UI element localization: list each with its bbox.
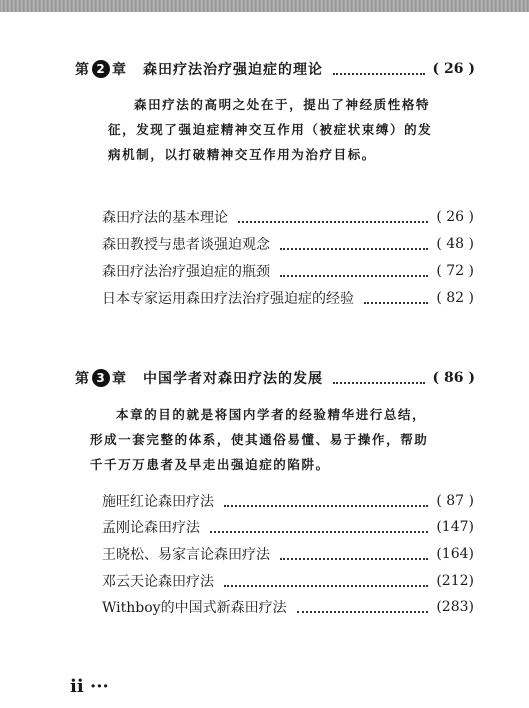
chapter-3-page: ( 86 ) (432, 370, 475, 386)
toc-entry-title: 王晓松、易家言论森田疗法 (102, 547, 270, 563)
dot-leader (364, 293, 428, 304)
toc-entry[interactable] (102, 571, 474, 591)
chapter-2-title: 森田疗法治疗强迫症的理论 (143, 62, 323, 78)
toc-entry-title: 森田疗法的基本理论 (102, 210, 228, 226)
toc-entry-page: (147) (436, 519, 474, 535)
chapter-2-summary: 森田疗法的高明之处在于，提出了神经质性格特征，发现了强迫症精神交互作用（被症状束缚）的发病机制，以打破精神交互作用为治疗目标。 (108, 97, 433, 162)
toc-entry[interactable] (102, 234, 474, 254)
toc-entry-page: (164) (436, 546, 474, 562)
toc-entry-title: 森田教授与患者谈强迫观念 (102, 237, 270, 253)
chapter-label-suffix: 章 (112, 371, 127, 387)
toc-entry[interactable] (102, 207, 474, 227)
page-number-marker: ii ··· (70, 676, 109, 697)
chapter-label-prefix: 第 (75, 371, 90, 387)
chapter-2-label (75, 59, 127, 79)
dot-leader (210, 522, 428, 533)
toc-entry[interactable] (102, 517, 474, 537)
dot-leader (238, 212, 428, 223)
chapter-3-heading[interactable] (75, 367, 475, 389)
toc-entry-title: 施旺红论森田疗法 (102, 494, 214, 510)
toc-entry-title: Withboy的中国式新森田疗法 (102, 600, 287, 616)
toc-entry[interactable] (102, 544, 474, 564)
toc-entry-page: ( 82 ) (436, 290, 474, 306)
chapter-2-page: ( 26 ) (432, 61, 475, 77)
chapter-number-badge: 3 (92, 369, 110, 387)
toc-entry-title: 邓云天论森田疗法 (102, 574, 214, 590)
dot-leader (224, 496, 428, 507)
toc-entry-page: ( 26 ) (436, 209, 474, 225)
toc-entry-page: ( 87 ) (436, 493, 474, 509)
dot-leader (280, 266, 428, 277)
toc-entry-page: ( 48 ) (436, 236, 474, 252)
dot-leader (280, 239, 428, 250)
chapter-3-title: 中国学者对森田疗法的发展 (143, 371, 323, 387)
toc-entry[interactable] (102, 261, 474, 281)
toc-entry[interactable] (102, 288, 474, 308)
toc-entry-title: 森田疗法治疗强迫症的瓶颈 (102, 264, 270, 280)
dot-leader (224, 576, 428, 587)
top-edge-band (0, 0, 529, 12)
dot-leader (297, 602, 429, 613)
chapter-label-prefix: 第 (75, 62, 90, 78)
toc-entry[interactable] (102, 597, 474, 617)
dot-leader (333, 64, 425, 75)
toc-entry-title: 孟刚论森田疗法 (102, 520, 200, 536)
toc-entry-title: 日本专家运用森田疗法治疗强迫症的经验 (102, 291, 354, 307)
toc-entry-page: ( 72 ) (436, 263, 474, 279)
toc-entry[interactable] (102, 491, 474, 511)
chapter-3-summary: 本章的目的就是将国内学者的经验精华进行总结，形成一套完整的体系，使其通俗易懂、易于操作，帮助千千万万患者及早走出强迫症的陷阱。 (90, 407, 429, 472)
chapter-label-suffix: 章 (112, 62, 127, 78)
chapter-3-label (75, 368, 127, 388)
chapter-2-heading[interactable] (75, 58, 475, 80)
toc-entry-page: (283) (436, 599, 474, 615)
dot-leader (333, 373, 425, 384)
chapter-number-badge: 2 (92, 60, 110, 78)
toc-entry-page: (212) (436, 573, 474, 589)
dot-leader (280, 549, 428, 560)
